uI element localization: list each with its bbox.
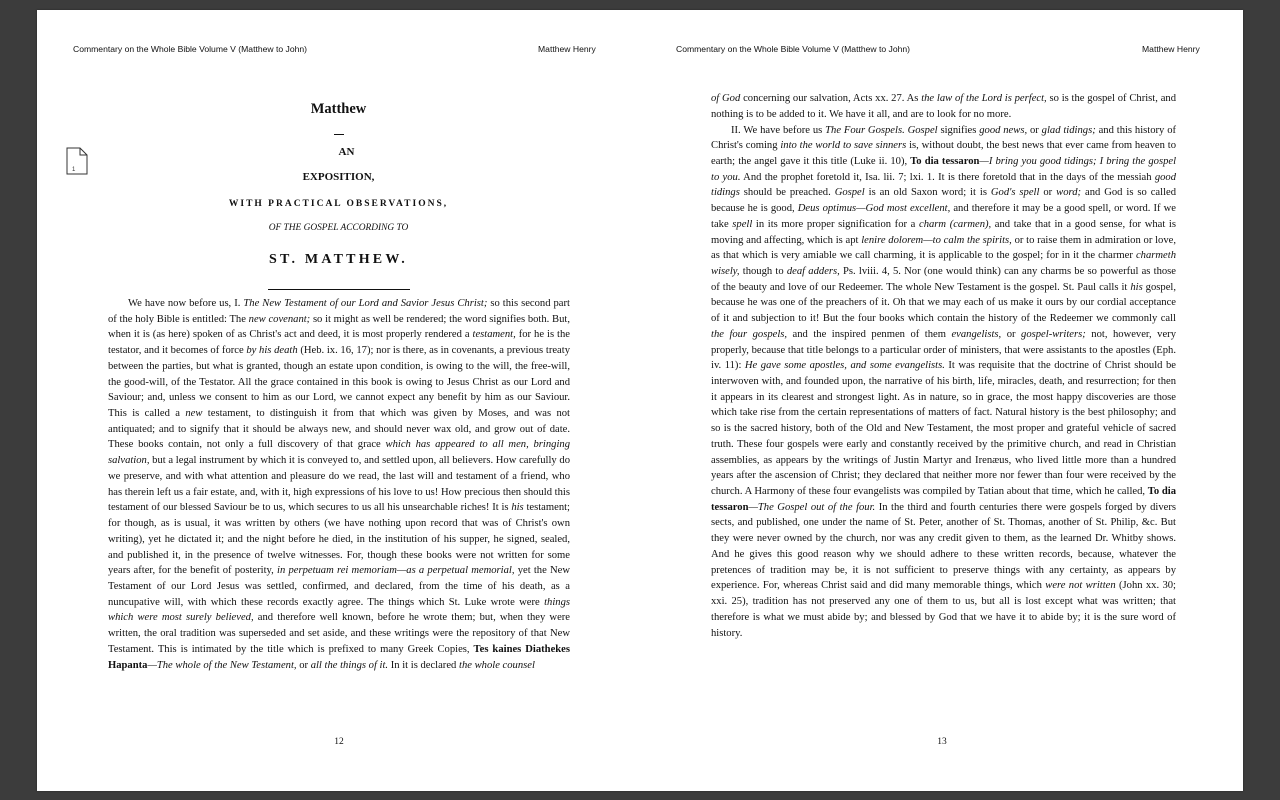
running-head-title: Commentary on the Whole Bible Volume V (Matthew to John) (676, 44, 911, 54)
title-an: AN (338, 146, 355, 158)
right-page (640, 10, 1243, 791)
running-head-author: Matthew Henry (1142, 44, 1200, 54)
page-number: 12 (334, 737, 344, 747)
page-number: 13 (937, 737, 947, 747)
body-paragraph-continued: of God concerning our salvation, Acts xx. 27. As the law of the Lord is perfect, so is the gospel of Christ, and nothing is to be added to it. We have it all, and are to look for no more. (711, 93, 1176, 120)
title-st-matthew: ST. MATTHEW. (269, 252, 408, 267)
body-paragraph: II. We have before us The Four Gospels. Gospel signifies good news, or glad tidings; and this history of Christ's coming into the world to save sinners is, without doubt, the best news that ever came from heaven to earth; the angel gave it this title (Luke ii. 10), To dia tessaron—I bring you good tidings; I bring the gospel to you. And the prophet foretold it, Isa. lii. 7; lxi. 1. It is there foretold that in the days of the messiah good tidings should be preached. Gospel is an old Saxon word; it is God's spell or word; and God is so called because he is good, Deus optimus—God most excellent, and therefore it may be a good spell, or word. If we take spell in its more proper signification for a charm (carmen), and take that in a good sense, for what is moving and affecting, which is apt lenire dolorem—to calm the spirits, or to raise them in admiration or love, as that which is very amiable we call charming, it is applicable to the gospel; for in it the charmer charmeth wisely, though to deaf adders, Ps. lviii. 4, 5. Nor (one would think) can any charms be so powerful as those of the beauty and love of our Redeemer. The whole New Testament is the gospel. St. Paul calls it his gospel, because he was one of the preachers of it. Oh that we may each of us make it ours by our cordial acceptance of it and subjection to it! But the four books which contain the history of the Redeemer we commonly call the four gospels, and the inspired penmen of them evangelists, or gospel-writers; not, however, very properly, because that title belongs to a particular order of ministers, that were assistants to the apostles (Eph. iv. 11): He gave some apostles, and some evangelists. It was requisite that the doctrine of Christ should be interwoven with, and founded upon, the narrative of his birth, life, miracles, death, and resurrection; for then it appears in its clearest and strongest light. As in nature, so in grace, the most happy discoveries are those which take rise from the certain representations of matters of fact. Natural history is the best philosophy; and so is the sacred history, both of the Old and New Testament, the most proper and grateful vehicle of sacred truth. These four gospels were early and constantly received by the primitive church, and read in Christian assemblies, as appears by the writings of Justin Martyr and Irenæus, who lived little more than a hundred years after the ascension of Christ; they declared that neither more nor fewer than four were received by the church. A Harmony of these four evangelists was compiled by Tatian about that time, which he called, To dia tessaron—The Gospel out of the four. In the third and fourth centuries there were gospels forged by divers sects, and published, one under the name of St. Peter, another of St. Thomas, another of St. Philip, &c. But they were never owned by the church, nor was any credit given to them, as the learned Dr. Whitby shows. And he gives this good reason why we should adhere to these written records, because, whatever the pretences of tradition may be, it is not sufficient to preserve things with any certainty, as appears by experience. For, whereas Christ said and did many memorable things, which were not written (John xx. 30; xxi. 25), tradition has not preserved any one of them to us, but all is lost except what was written; that therefore is what we must abide by; and blessed by God that we have it to abide by; it is the sure word of history. (711, 124, 1177, 639)
title-with-observations: WITH PRACTICAL OBSERVATIONS, (228, 199, 449, 209)
title-exposition: EXPOSITION, (302, 171, 375, 183)
document-spread (37, 10, 1243, 791)
title-rule (37, 289, 640, 290)
annotation-label: 1 (72, 167, 76, 173)
left-page (37, 10, 640, 791)
book-heading: Matthew (310, 101, 367, 117)
title-gospel-according: OF THE GOSPEL ACCORDING TO (268, 223, 409, 233)
running-head-title: Commentary on the Whole Bible Volume V (Matthew to John) (73, 44, 308, 54)
body-paragraph: We have now before us, I. The New Testament of our Lord and Savior Jesus Christ; so this second part of the holy Bible is entitled: The new covenant; so it might as well be rendered; the word signifies both. But, when it is (as here) spoken of as Christ's act and deed, it is most properly rendered a testament, for he is the testator, and it becomes of force by his death (Heb. ix. 16, 17); nor is there, as in covenants, a previous treaty between the parties, but what is granted, though an estate upon condition, is owing to the will, the free-will, the good-will, of the Testator. All the grace contained in this book is owing to Jesus Christ as our Lord and Saviour; and, unless we consent to him as our Lord, we cannot expect any benefit by him as our Saviour. This is called a new testament, to distinguish it from that which was given by Moses, and was not antiquated; and to signify that it should be always new, and should never wax old, and grow out of date. These books contain, not only a full discovery of that grace which has appeared to all men, bringing salvation, but a legal instrument by which it is conveyed to, and settled upon, all believers. How carefully do we preserve, and with what attention and pleasure do we read, the last will and testament of a friend, who has therein left us a fair estate, and, with it, high expressions of his love to us! How precious then should this testament of our blessed Saviour be to us, which secures to us all his unsearchable riches! It is his testament; for though, as is usual, it was written by others (we have nothing upon record that was of Christ's own writing), yet he dictated it; and the night before he died, in the institution of his supper, he signed, sealed, and published it, in the presence of twelve witnesses. For, though these books were not written for some years after, for the benefit of posterity, in perpetuam rei memoriam—as a perpetual memorial, yet the New Testament of our Lord Jesus was settled, confirmed, and declared, from the time of his death, as a nuncupative will, with which these records exactly agree. The things which St. Luke wrote were things which were most surely believed, and therefore well known, before he wrote them; but, when they were written, the oral tradition was superseded and set aside, and these writings were the repository of that New Testament. This is intimated by the title which is prefixed to many Greek Copies, Tes kaines Diathekes Hapanta—The whole of the New Testament, or all the things of it. In it is declared the whole counsel (108, 298, 571, 671)
heading-dash (37, 134, 640, 135)
running-head-author: Matthew Henry (538, 44, 596, 54)
